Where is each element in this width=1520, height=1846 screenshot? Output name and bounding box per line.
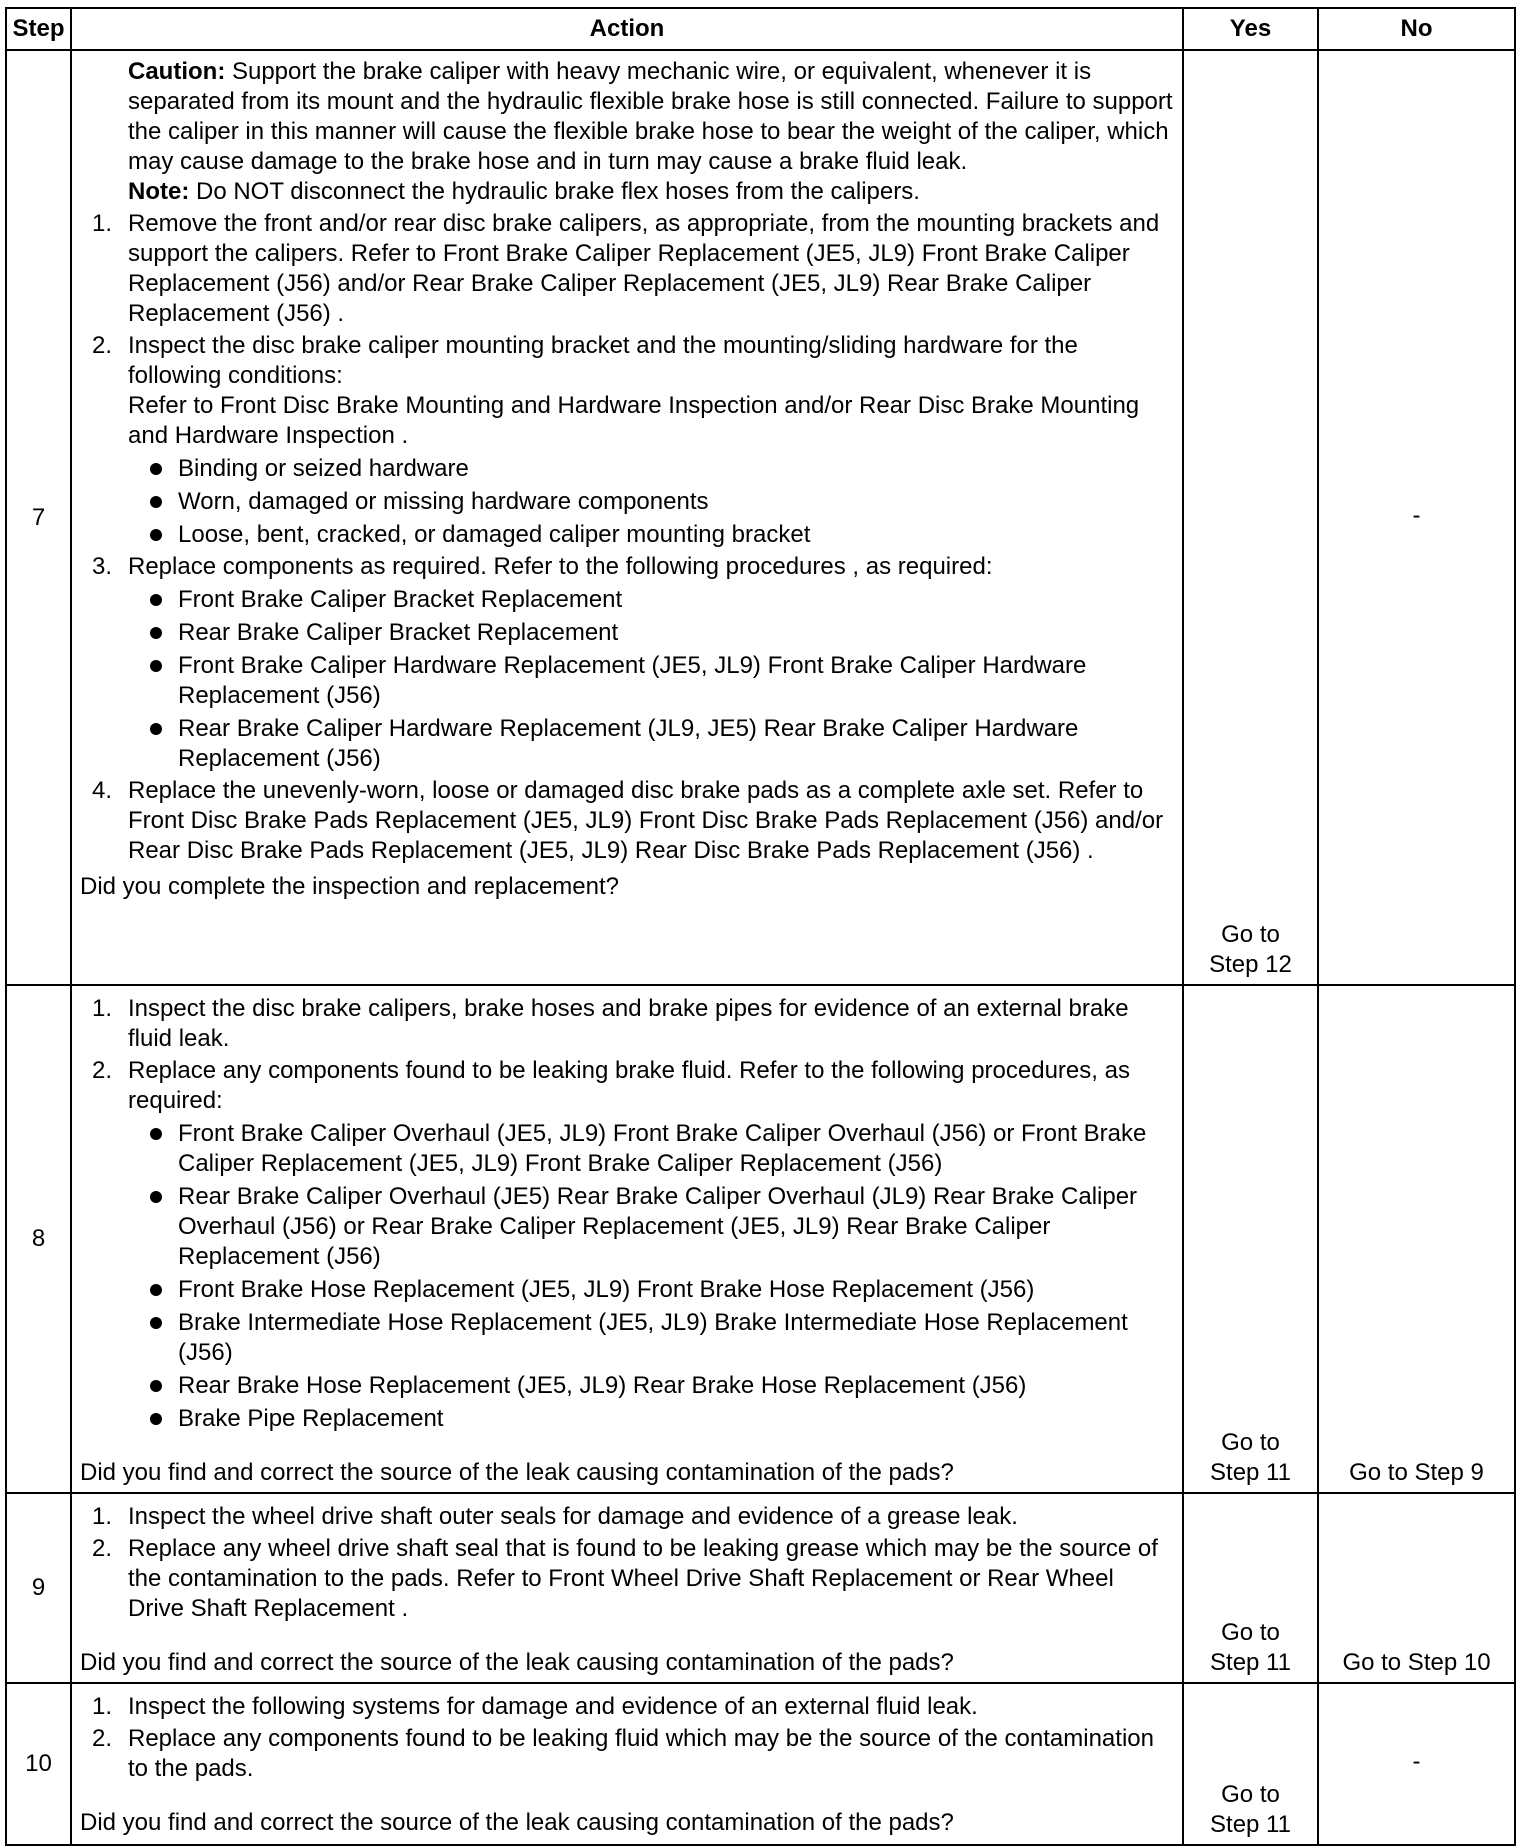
- bullet-list: [128, 454, 1174, 550]
- yes-cell: Go to Step 11: [1183, 1493, 1318, 1683]
- bullet-item: Rear Brake Caliper Hardware Replacement (JL9, JE5) Rear Brake Caliper Hardware Replacement (J56): [128, 714, 1174, 774]
- action-cell: [71, 50, 1183, 985]
- action-cell: [71, 1493, 1183, 1683]
- header-action: Action: [71, 8, 1183, 50]
- action-list: [80, 209, 1174, 866]
- header-no: No: [1318, 8, 1515, 50]
- action-list: [80, 994, 1174, 1434]
- no-cell: Go to Step 9: [1318, 985, 1515, 1493]
- question-text: Did you find and correct the source of the leak causing contamination of the pads?: [80, 1459, 954, 1486]
- list-item: 3. Replace components as required. Refer to the following procedures , as required: Front Brake Caliper Bracket Replacement Rear Brake Caliper Bracket Replacement Front Brake Caliper Hardware Replacement (JE5, JL9) Front Brake Caliper Hardware Replacement (J56) Rear Brake Caliper Hardware Replacement (JL9, JE5) Rear Brake Caliper Hardware Replacement (J56): [80, 552, 1174, 774]
- no-cell: -: [1318, 1683, 1515, 1845]
- note-label: Note:: [128, 178, 190, 205]
- bullet-item: Front Brake Caliper Bracket Replacement: [128, 585, 1174, 615]
- header-row: [6, 8, 1515, 50]
- bullet-item: Rear Brake Caliper Bracket Replacement: [128, 618, 1174, 648]
- list-item: 1. Inspect the wheel drive shaft outer seals for damage and evidence of a grease leak.: [92, 1503, 1018, 1530]
- table-row: [6, 50, 1515, 985]
- bullet-list: [128, 1119, 1174, 1434]
- list-item: 4. Replace the unevenly-worn, loose or damaged disc brake pads as a complete axle set. Refer to Front Disc Brake Pads Replacement (JE5, JL9) Front Disc Brake Pads Replacement (J56) and/or Rear Disc Brake Pads Replacement (JE5, JL9) Rear Disc Brake Pads Replacement (J56) .: [92, 777, 1164, 864]
- yes-cell: Go to Step 12: [1183, 50, 1318, 985]
- procedure-table: [5, 7, 1516, 1846]
- reference-text: Refer to Front Disc Brake Mounting and Hardware Inspection and/or Rear Disc Brake Mounting and Hardware Inspection .: [128, 392, 1140, 449]
- list-item: 2. Inspect the disc brake caliper mounting bracket and the mounting/sliding hardware for the following conditions: Refer to Front Disc Brake Mounting and Hardware Inspection and/or Rear Disc Brake Mounting and Hardware Inspection . Binding or seized hardware Worn, damaged or missing hardware components Loose, bent, cracked, or damaged caliper mounting bracket: [80, 331, 1174, 550]
- step-number: 7: [6, 50, 71, 985]
- table-row: [6, 985, 1515, 1493]
- bullet-item: Worn, damaged or missing hardware components: [128, 487, 1174, 517]
- bullet-item: Rear Brake Hose Replacement (JE5, JL9) Rear Brake Hose Replacement (J56): [128, 1371, 1174, 1401]
- bullet-list: [128, 585, 1174, 774]
- no-cell: -: [1318, 50, 1515, 985]
- action-list: [80, 1502, 1174, 1624]
- bullet-item: Brake Pipe Replacement: [128, 1404, 1174, 1434]
- list-item: 2. Replace any components found to be leaking brake fluid. Refer to the following procedures, as required: Front Brake Caliper Overhaul (JE5, JL9) Front Brake Caliper Overhaul (J56) or Front Brake Caliper Replacement (JE5, JL9) Front Brake Caliper Replacement (J56) Rear Brake Caliper Overhaul (JE5) Rear Brake Caliper Overhaul (JL9) Rear Brake Caliper Overhaul (J56) or Rear Brake Caliper Replacement (JE5, JL9) Rear Brake Caliper Replacement (J56) Front Brake Hose Replacement (JE5, JL9) Front Brake Hose Replacement (J56) Brake Intermediate Hose Replacement (JE5, JL9) Brake Intermediate Hose Replacement (J56) Rear Brake Hose Replacement (JE5, JL9) Rear Brake Hose Replacement (J56) Brake Pipe Replacement: [80, 1056, 1174, 1434]
- caution-label: Caution:: [128, 58, 226, 85]
- bullet-item: Brake Intermediate Hose Replacement (JE5, JL9) Brake Intermediate Hose Replacement (J56): [128, 1308, 1174, 1368]
- bullet-item: Rear Brake Caliper Overhaul (JE5) Rear Brake Caliper Overhaul (JL9) Rear Brake Caliper Overhaul (J56) or Rear Brake Caliper Replacement (JE5, JL9) Rear Brake Caliper Replacement (J56): [128, 1182, 1174, 1272]
- question-text: Did you find and correct the source of the leak causing contamination of the pads?: [80, 1649, 954, 1676]
- header-step: Step: [6, 8, 71, 50]
- table-row: [6, 1683, 1515, 1845]
- caution-text: Caution: Support the brake caliper with heavy mechanic wire, or equivalent, whenever it is separated from its mount and the hydraulic flexible brake hose is still connected. Failure to support the caliper in this manner will cause the flexible brake hose to bear the weight of the caliper, which may cause damage to the brake hose and in turn may cause a brake fluid leak.: [128, 58, 1173, 175]
- question-text: Did you find and correct the source of the leak causing contamination of the pads?: [80, 1809, 954, 1836]
- step-number: 10: [6, 1683, 71, 1845]
- action-list: [80, 1692, 1174, 1784]
- bullet-item: Binding or seized hardware: [128, 454, 1174, 484]
- list-item: 1. Inspect the following systems for damage and evidence of an external fluid leak.: [92, 1693, 978, 1720]
- list-item: 1. Remove the front and/or rear disc brake calipers, as appropriate, from the mounting brackets and support the calipers. Refer to Front Brake Caliper Replacement (JE5, JL9) Front Brake Caliper Replacement (J56) and/or Rear Brake Caliper Replacement (JE5, JL9) Rear Brake Caliper Replacement (J56) .: [92, 210, 1160, 327]
- yes-cell: Go to Step 11: [1183, 985, 1318, 1493]
- step-number: 8: [6, 985, 71, 1493]
- question-text: Did you complete the inspection and replacement?: [80, 873, 619, 900]
- bullet-item: Loose, bent, cracked, or damaged caliper mounting bracket: [128, 520, 1174, 550]
- note-text: Note: Do NOT disconnect the hydraulic brake flex hoses from the calipers.: [128, 178, 920, 205]
- step-number: 9: [6, 1493, 71, 1683]
- action-cell: [71, 1683, 1183, 1845]
- bullet-item: Front Brake Caliper Hardware Replacement (JE5, JL9) Front Brake Caliper Hardware Replacement (J56): [128, 651, 1174, 711]
- list-item: 2. Replace any components found to be leaking fluid which may be the source of the contamination to the pads.: [92, 1725, 1154, 1782]
- table-row: [6, 1493, 1515, 1683]
- yes-cell: Go to Step 11: [1183, 1683, 1318, 1845]
- bullet-item: Front Brake Hose Replacement (JE5, JL9) Front Brake Hose Replacement (J56): [128, 1275, 1174, 1305]
- no-cell: Go to Step 10: [1318, 1493, 1515, 1683]
- action-cell: [71, 985, 1183, 1493]
- list-item: 1. Inspect the disc brake calipers, brake hoses and brake pipes for evidence of an external brake fluid leak.: [92, 995, 1129, 1052]
- bullet-item: Front Brake Caliper Overhaul (JE5, JL9) Front Brake Caliper Overhaul (J56) or Front Brake Caliper Replacement (JE5, JL9) Front Brake Caliper Replacement (J56): [128, 1119, 1174, 1179]
- header-yes: Yes: [1183, 8, 1318, 50]
- list-item: 2. Replace any wheel drive shaft seal that is found to be leaking grease which may be the source of the contamination to the pads. Refer to Front Wheel Drive Shaft Replacement or Rear Wheel Drive Shaft Replacement .: [92, 1535, 1158, 1622]
